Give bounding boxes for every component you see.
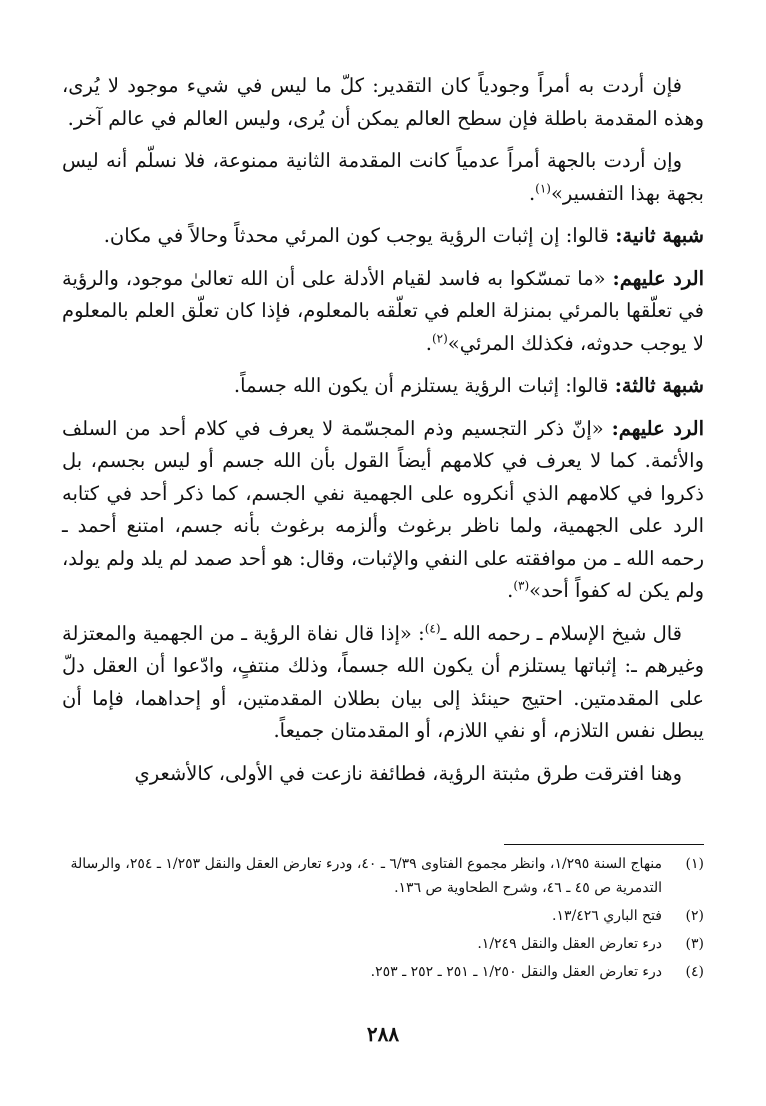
paragraph-6 (62, 413, 704, 608)
footnote-item (62, 904, 704, 928)
paragraph-text: وهنا افترقت طرق مثبتة الرؤية، فطائفة نازعت في الأولى، كالأشعري (134, 761, 682, 785)
paragraph-8 (62, 758, 704, 791)
paragraph-7 (62, 618, 704, 748)
section-lead: شبهة ثانية: (615, 224, 704, 247)
paragraph-text: قالوا: إن إثبات الرؤية يوجب كون المرئي محدثاً وحالاً في مكان. (103, 224, 616, 247)
footnote-item (62, 960, 704, 984)
paragraph-5 (62, 370, 704, 403)
footnote-divider (504, 844, 704, 845)
section-lead: شبهة ثالثة: (614, 374, 704, 397)
footnote-text: درء تعارض العقل والنقل ١/٢٥٠ ـ ٢٥١ ـ ٢٥٢ ـ ٢٥٣. (370, 964, 662, 980)
footnote-number: (٣) (685, 936, 704, 952)
footnote-ref-4: (٤) (424, 621, 441, 635)
footnote-text: درء تعارض العقل والنقل ١/٢٤٩. (477, 936, 662, 952)
paragraph-2 (62, 145, 704, 210)
footnote-text: منهاج السنة ١/٢٩٥، وانظر مجموع الفتاوى ٦/٣٩ ـ ٤٠، ودرء تعارض العقل والنقل ١/٢٥٣ ـ ٢٥٤، والرسالة التدمرية ص ٤٥ ـ ٤٦، وشرح الطحاوية ص ١٣٦. (70, 856, 662, 896)
paragraph-text: «ما تمسّكوا به فاسد لقيام الأدلة على أن الله تعالىٰ موجود، والرؤية في تعلّقها بالمرئي بمنزلة العلم في تعلّقه بالمعلوم، فإذا كان تعلّق العلم بالمعلوم لا يوجب حدوثه، فكذلك المرئي» (62, 266, 704, 355)
paragraph-text: قالوا: إثبات الرؤية يستلزم أن يكون الله جسماً. (233, 374, 615, 397)
paragraph-text: وإن أردت بالجهة أمراً عدمياً كانت المقدمة الثانية ممنوعة، فلا نسلّم أنه ليس بجهة بهذا التفسير» (62, 149, 704, 205)
footnote-item (62, 932, 704, 956)
paragraph-tail: . (425, 331, 432, 355)
paragraph-4 (62, 263, 704, 361)
paragraph-text: قال شيخ الإسلام ـ رحمه الله ـ (440, 621, 682, 645)
footnote-ref-1: (١) (535, 181, 551, 195)
paragraph-tail: . (507, 579, 514, 602)
paragraph-text: «إنّ ذكر التجسيم وذم المجسّمة لا يعرف في كلام أحد من السلف والأئمة. كما لا يعرف في كلامهم أيضاً القول بأن الله جسم أو ليس بجسم، بل ذكروا في كلامهم الذي أنكروه على الجهمية نفي الجسم، كما ذكر أحد في كتابه الرد على الجهمية، ولما ناظر برغوث وألزمه برغوث بأنه جسم، امتنع أحمد ـ رحمه الله ـ من موافقته على النفي والإثبات، وقال: هو أحد صمد لم يلد ولم يولد، ولم يكن له كفواً أحد» (62, 416, 704, 602)
paragraph-text: فإن أردت به أمراً وجودياً كان التقدير: كلّ ما ليس في شيء موجود لا يُرى، وهذه المقدمة باطلة فإن سطح العالم يمكن أن يُرى، وليس العالم في عالم آخر. (62, 74, 704, 130)
footnote-ref-2: (٢) (431, 331, 448, 345)
section-lead: الرد عليهم: (612, 266, 704, 290)
footnote-number: (٢) (685, 908, 704, 924)
paragraph-tail: . (528, 181, 536, 205)
paragraph-tail: : «إذا قال نفاة الرؤية ـ من الجهمية والمعتزلة وغيرهم ـ: إثباتها يستلزم أن يكون الله جسماً، وذلك منتفٍ، وادّعوا أن العقل دلّ على المقدمتين. احتيج حينئذ إلى بيان بطلان المقدمتين، أو إحداهما، فإما أن يبطل نفس التلازم، أو نفي اللازم، أو المقدمتان جميعاً. (62, 621, 704, 742)
paragraph-3 (62, 220, 704, 253)
footnote-number: (١) (685, 856, 704, 872)
section-lead: الرد عليهم: (611, 416, 704, 440)
page-body (62, 70, 704, 800)
footnote-ref-3: (٣) (513, 578, 530, 593)
paragraph-1 (62, 70, 704, 135)
page-number: ٢٨٨ (366, 1022, 400, 1046)
footnote-text: فتح الباري ١٣/٤٢٦. (552, 908, 662, 924)
footnote-item (62, 852, 704, 900)
footnotes (62, 852, 704, 988)
footnote-number: (٤) (685, 964, 704, 980)
